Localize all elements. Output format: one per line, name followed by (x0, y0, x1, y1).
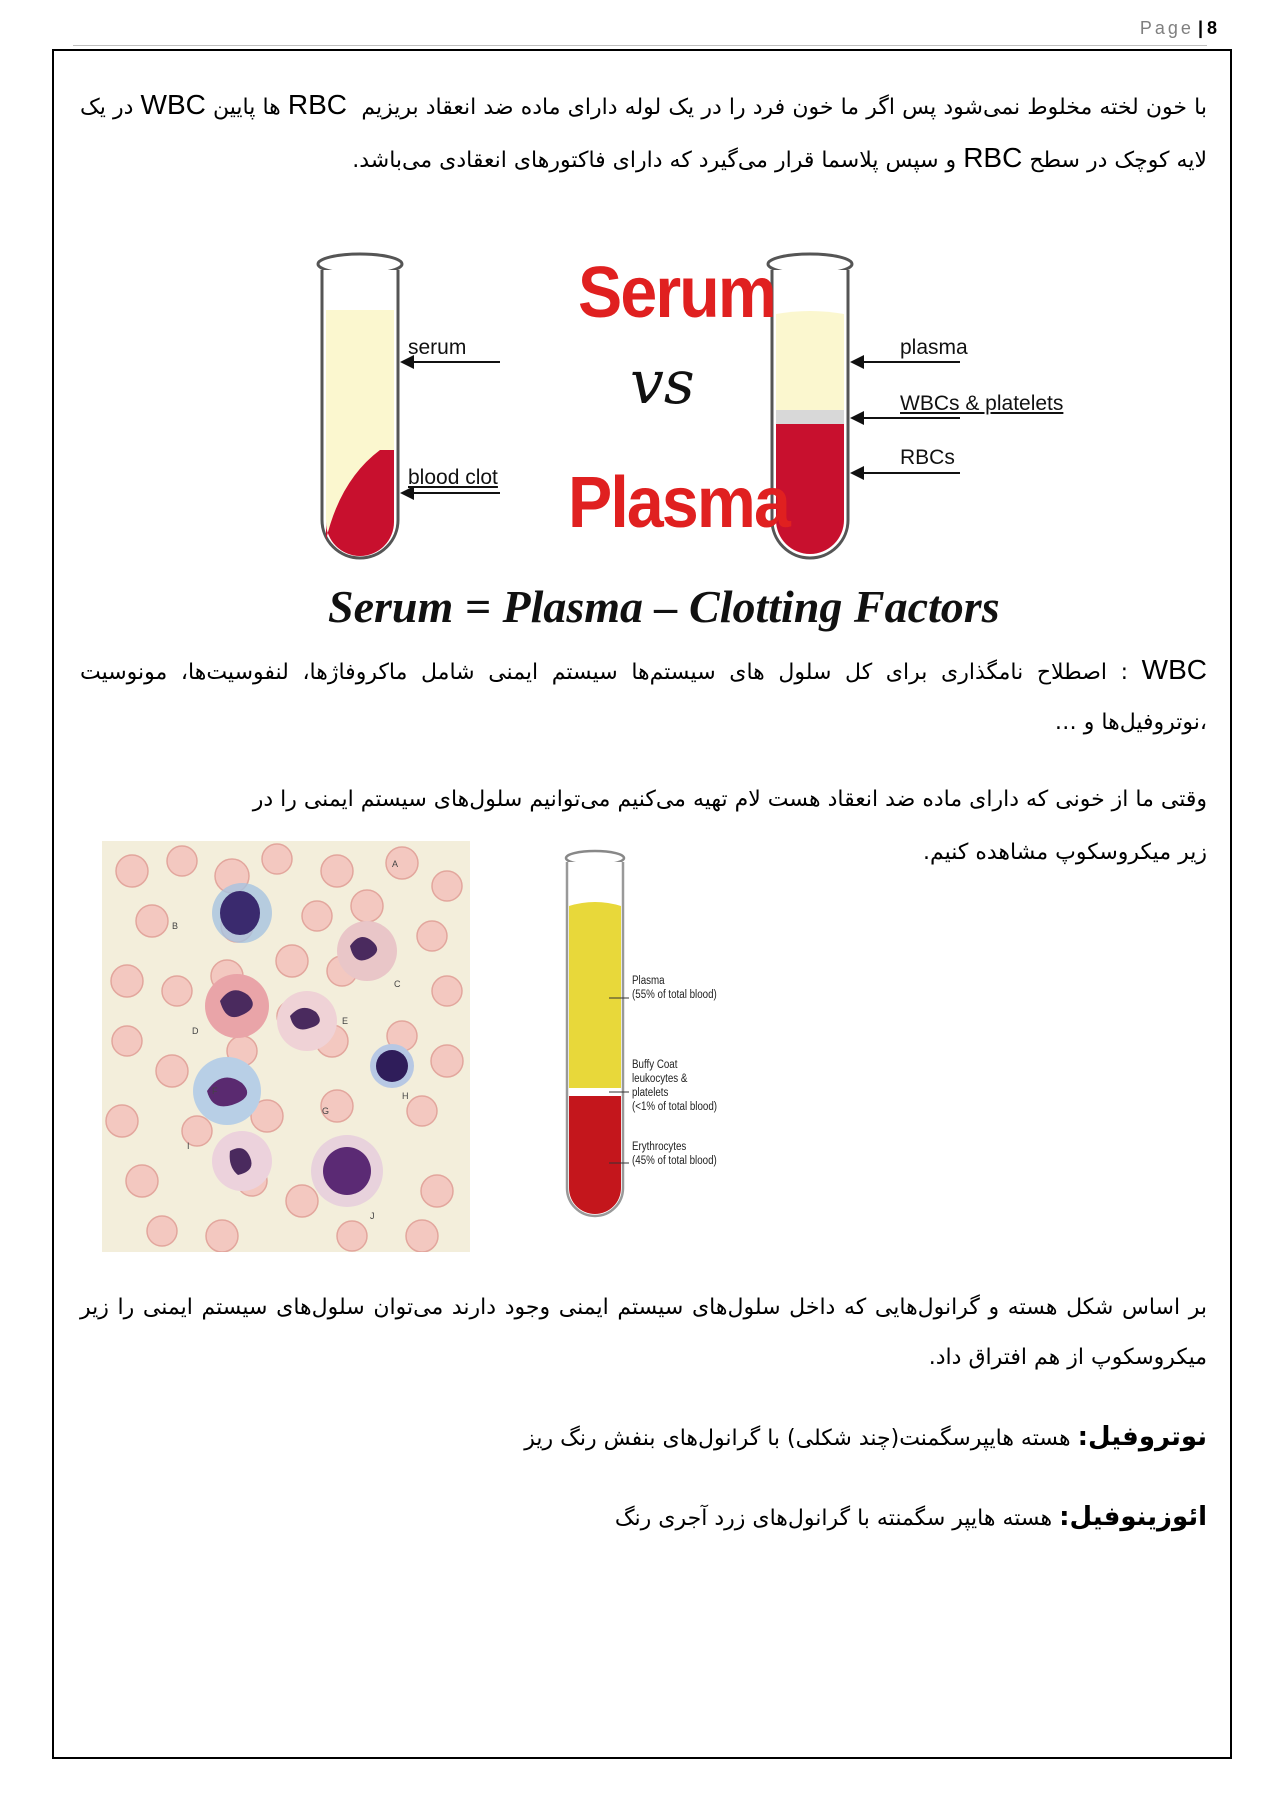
smear-letter-g: G (322, 1106, 330, 1116)
title-serum: Serum (578, 253, 775, 333)
p4-text: بر اساس شکل هسته و گرانول‌هایی که داخل سلول‌های سیستم ایمنی وجود دارند می‌توان سلول‌های سیستم ایمنی را زیر میکروسکوپ از هم افتراق داد. (80, 1295, 1207, 1370)
title-vs: vs (630, 348, 695, 418)
p2-wbc-term: WBC (1141, 654, 1207, 685)
label-serum: serum (408, 336, 467, 359)
label-plasma-fraction (632, 974, 717, 1002)
title-plasma: Plasma (568, 463, 789, 543)
eosinophil-text: هسته هایپر سگمنته با گرانول‌های زرد آجری رنگ (614, 1506, 1053, 1531)
label-wbcs-platelets: WBCs & platelets (900, 392, 1064, 415)
smear-letter-e: E (342, 1016, 349, 1026)
serum-vs-plasma-figure (300, 250, 1080, 560)
smear-letter-j: J (370, 1211, 375, 1221)
p1-line2b: و سپس پلاسما قرار می‌گیرد که دارای فاکتورهای انعقادی می‌باشد. (352, 148, 957, 173)
paragraph-smear-line2 (790, 828, 1207, 878)
smear-letter-b: B (172, 921, 179, 931)
header-rule (73, 45, 1207, 46)
buffy-pct-label: (<1% of total blood) (632, 1101, 718, 1113)
plasma-pct-label: (55% of total blood) (632, 989, 717, 1001)
smear-letter-d: D (192, 1026, 199, 1036)
fractions-tube (555, 848, 635, 1228)
ery-pct-label: (45% of total blood) (632, 1155, 717, 1167)
plasma-layer (569, 902, 621, 1088)
plasma-fill (776, 311, 844, 410)
erythrocyte-layer (569, 1096, 621, 1214)
serum-tube (318, 254, 500, 558)
p1-rbc-term-2: RBC (963, 142, 1023, 173)
p3-text: وقتی ما از خونی که دارای ماده ضد انعقاد هست لام تهیه می‌کنیم می‌توانیم سلول‌های سیستم ایمنی را در (252, 787, 1207, 812)
blood-fractions-figure (555, 848, 735, 1228)
smear-letter-i: I (187, 1141, 190, 1151)
paragraph-intro (80, 80, 1207, 186)
paragraph-wbc-definition (80, 645, 1207, 748)
buffy-coat-fill (776, 410, 844, 424)
page-word: Page (1139, 18, 1194, 38)
plasma-label: Plasma (632, 975, 665, 987)
smear-letter-c: C (394, 979, 401, 989)
smear-letter-f: F (212, 1086, 218, 1096)
blood-smear-figure (102, 841, 470, 1252)
paragraph-eosinophil (80, 1492, 1207, 1544)
p1-wbc-term: WBC (140, 89, 206, 120)
paragraph-neutrophil (80, 1412, 1207, 1464)
page-separator: | (1197, 18, 1203, 38)
p2-text: : اصطلاح نامگذاری برای کل سلول های سیستم‌ها سیستم ایمنی شامل ماکروفاژها، لنفوسیت‌ها، مونوسیت ،نوتروفیل‌ها و … (80, 660, 1207, 735)
buffy-label: Buffy Coat (632, 1059, 678, 1071)
paragraph-smear (80, 775, 1207, 825)
p1-line1b: ها پایین (212, 95, 281, 120)
p1-rbc-term: RBC (287, 89, 348, 120)
label-plasma: plasma (900, 336, 968, 359)
neutrophil-term: نوتروفیل: (1077, 1422, 1207, 1452)
smear-letter-a: A (392, 859, 399, 869)
label-blood-clot: blood clot (408, 466, 498, 489)
serum-equation: Serum = Plasma – Clotting Factors (328, 581, 1000, 632)
smear-letter-h: H (402, 1091, 409, 1101)
p3-text2: زیر میکروسکوپ مشاهده کنیم. (922, 840, 1207, 865)
buffy-sub-label: leukocytes & platelets (632, 1073, 688, 1099)
label-rbcs: RBCs (900, 446, 955, 469)
neutrophil-text: هسته هایپرسگمنت(چند شکلی) با گرانول‌های بنفش رنگ ریز (524, 1426, 1071, 1451)
ery-label: Erythrocytes (632, 1141, 687, 1153)
p1-line2a: در یک لایه کوچک در سطح (80, 95, 1207, 173)
page-number: 8 (1206, 18, 1217, 38)
label-buffy-fraction (632, 1058, 720, 1114)
page-header (1140, 18, 1217, 39)
p1-line1: با خون لخته مخلوط نمی‌شود پس اگر ما خون فرد را در یک لوله دارای ماده ضد انعقاد بریزیم (361, 95, 1207, 120)
wbc-cells (193, 883, 414, 1207)
paragraph-differentiation (80, 1283, 1207, 1383)
label-erythrocytes-fraction (632, 1140, 717, 1168)
eosinophil-term: ائوزینوفیل: (1059, 1502, 1207, 1532)
blood-smear-illustration (102, 841, 470, 1252)
